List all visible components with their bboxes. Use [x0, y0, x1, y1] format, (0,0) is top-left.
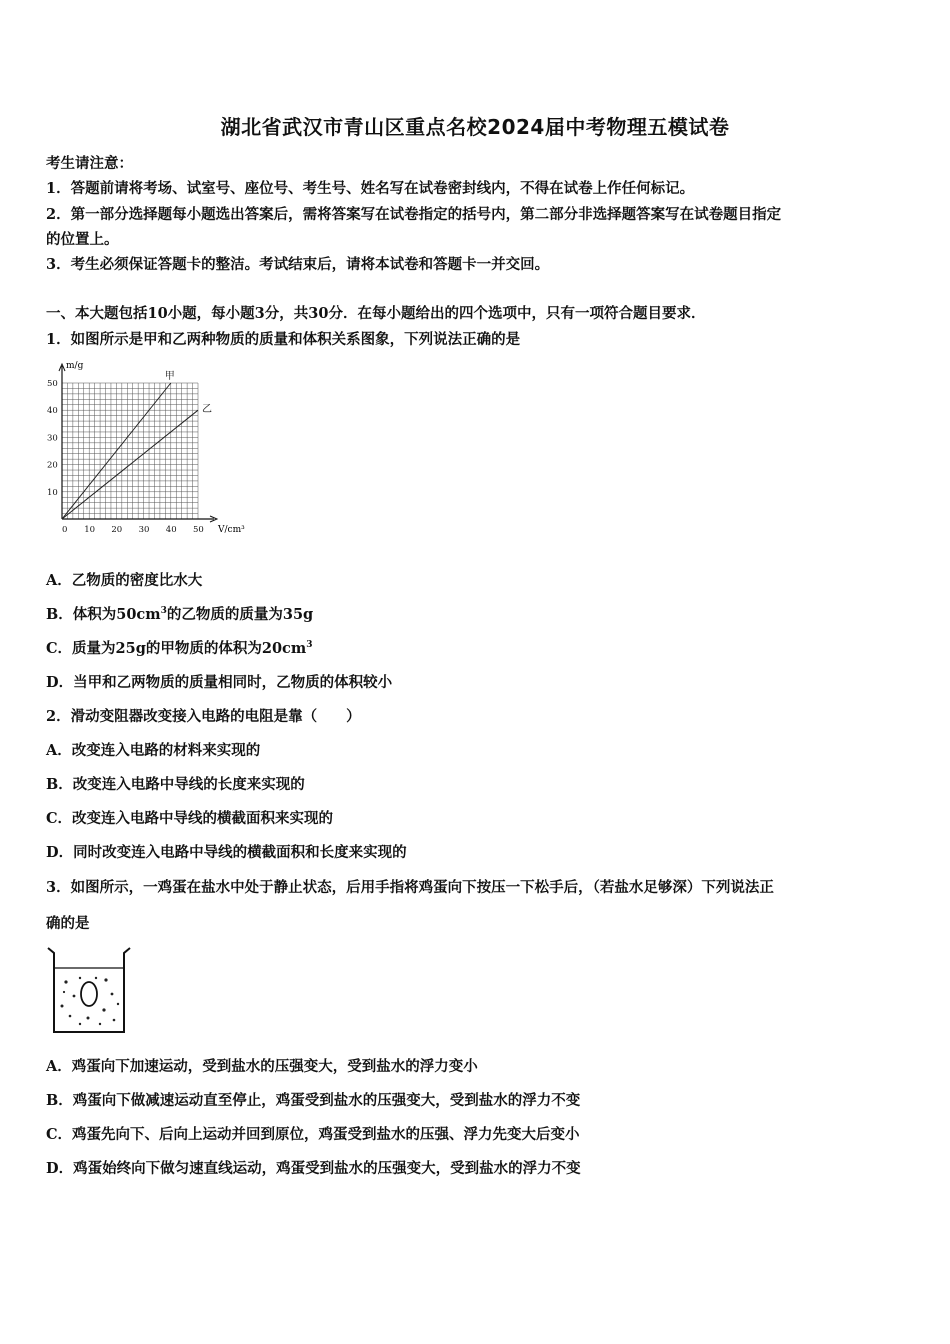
notice-item-2-line-2: 的位置上。 — [46, 231, 119, 248]
beaker-egg-figure — [44, 944, 132, 1038]
x-tick-label: 40 — [165, 525, 177, 535]
y-tick-label: 20 — [47, 460, 58, 471]
y-tick-label: 10 — [47, 487, 58, 498]
q3-option-a: A．鸡蛋向下加速运动，受到盐水的压强变大，受到盐水的浮力变小 — [46, 1058, 478, 1075]
series-label: 乙 — [202, 404, 212, 416]
x-tick-label: 50 — [193, 525, 204, 535]
q1-option-a: A．乙物质的密度比水大 — [46, 572, 203, 589]
q1-stem: 1．如图所示是甲和乙两种物质的质量和体积关系图象，下列说法正确的是 — [46, 331, 521, 348]
chart-grid — [62, 383, 198, 519]
section-heading: 一、本大题包括10小题，每小题3分，共30分．在每小题给出的四个选项中，只有一项符合题目要求． — [46, 305, 706, 322]
x-tick-label: 20 — [111, 525, 123, 535]
y-tick-label: 40 — [47, 406, 58, 417]
chart-x-label: V/cm³ — [218, 525, 245, 535]
page-title: 湖北省武汉市青山区重点名校2024届中考物理五模试卷 — [220, 115, 730, 139]
q1-option-b: B．体积为$50cm^3$的乙物质的质量为35g — [46, 606, 314, 623]
chart-series — [62, 370, 212, 519]
q3-stem-line-2: 确的是 — [46, 915, 90, 932]
q2-option-c: C．改变连入电路中导线的横截面积来实现的 — [46, 810, 334, 827]
notice-item-2-line-1: 2．第一部分选择题每小题选出答案后，需将答案写在试卷指定的括号内，第二部分非选择题答案写在试卷题目指定 — [46, 206, 782, 223]
q2-option-b: B．改变连入电路中导线的长度来实现的 — [46, 776, 305, 793]
q3-option-c: C．鸡蛋先向下、后向上运动并回到原位，鸡蛋受到盐水的压强、浮力先变大后变小 — [46, 1126, 580, 1143]
notice-item-3: 3．考生必须保证答题卡的整洁。考试结束后，请将本试卷和答题卡一并交回。 — [46, 256, 550, 273]
x-tick-label: 10 — [84, 525, 96, 535]
q3-stem-line-1: 3．如图所示，一鸡蛋在盐水中处于静止状态，后用手指将鸡蛋向下按压一下松手后，（若盐水足够深）下列说法正 — [46, 879, 774, 896]
q2-option-d: D．同时改变连入电路中导线的横截面积和长度来实现的 — [46, 844, 407, 861]
chart-y-label: m/g — [66, 361, 84, 371]
q2-stem: 2．滑动变阻器改变接入电路的电阻是靠（ ） — [46, 708, 361, 725]
q1-option-c: C．质量为25g的甲物质的体积为$20cm^3$ — [46, 640, 313, 657]
y-tick-label: 30 — [47, 433, 58, 444]
q3-option-d: D．鸡蛋始终向下做匀速直线运动，鸡蛋受到盐水的压强变大，受到盐水的浮力不变 — [46, 1160, 581, 1177]
series-label: 甲 — [164, 371, 175, 382]
q2-option-a: A．改变连入电路的材料来实现的 — [46, 742, 261, 759]
x-tick-label: 30 — [138, 525, 150, 535]
q3-option-b: B．鸡蛋向下做减速运动直至停止，鸡蛋受到盐水的压强变大，受到盐水的浮力不变 — [46, 1092, 581, 1109]
egg-icon — [81, 982, 97, 1006]
notice-heading: 考生请注意： — [46, 155, 133, 172]
q1-option-d: D．当甲和乙两物质的质量相同时，乙物质的体积较小 — [46, 674, 393, 691]
y-tick-label: 50 — [47, 379, 58, 389]
mass-volume-chart — [40, 356, 250, 542]
x-tick-label: 0 — [62, 525, 68, 535]
notice-item-1: 1．答题前请将考场、试室号、座位号、考生号、姓名写在试卷密封线内，不得在试卷上作任何标记。 — [46, 180, 695, 197]
